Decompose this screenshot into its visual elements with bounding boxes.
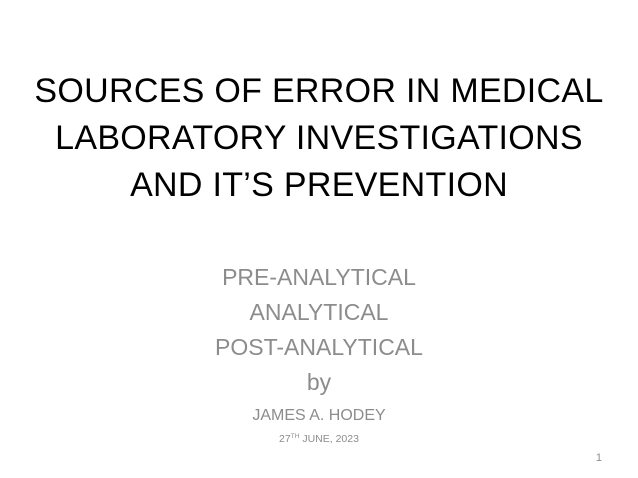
author-name: JAMES A. HODEY (252, 407, 386, 424)
slide-title (0, 68, 638, 209)
subtitle-analytical: ANALYTICAL (249, 299, 389, 325)
title-line-3: AND IT’S PREVENTION (130, 166, 508, 204)
slide-subtitle (0, 260, 638, 447)
subtitle-post-analytical: POST-ANALYTICAL (215, 334, 423, 360)
date-month-year: JUNE, 2023 (299, 433, 359, 445)
subtitle-by: by (306, 369, 332, 395)
title-line-1: SOURCES OF ERROR IN MEDICAL (34, 72, 604, 110)
title-line-2: LABORATORY INVESTIGATIONS (55, 119, 583, 157)
date-ordinal-suffix: TH (290, 433, 300, 440)
date-day: 27 (279, 433, 291, 445)
subtitle-pre-analytical: PRE-ANALYTICAL (222, 264, 416, 290)
presentation-date (0, 429, 638, 447)
slide-number: 1 (595, 452, 602, 464)
